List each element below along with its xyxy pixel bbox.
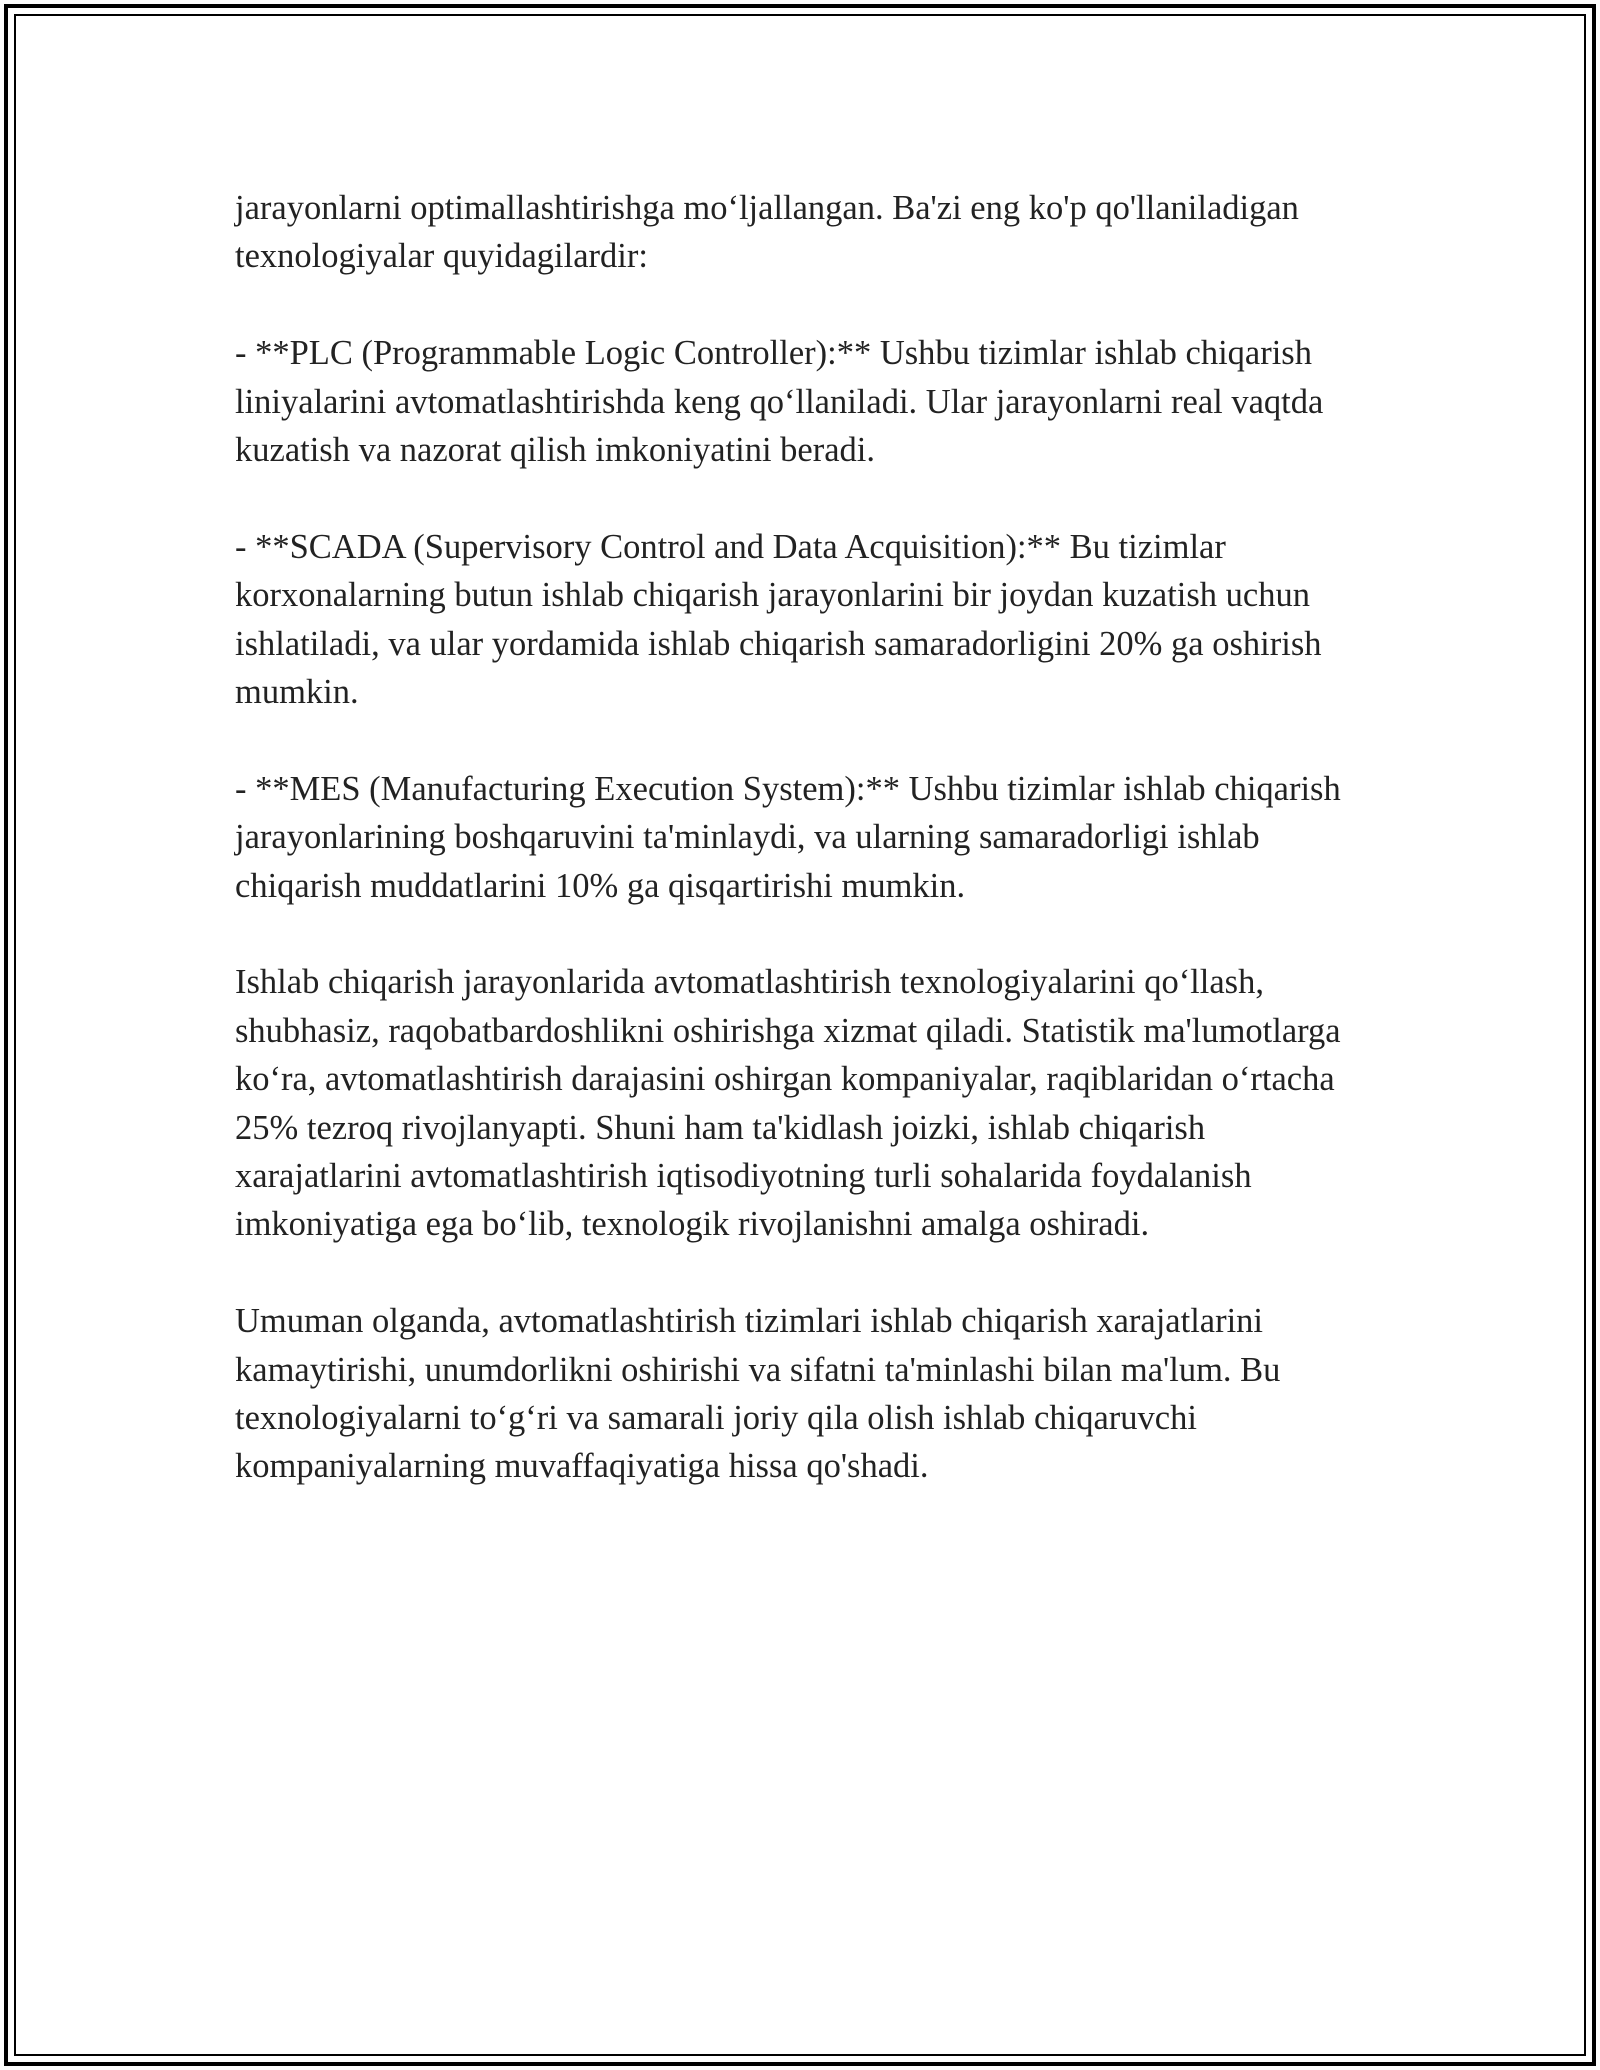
- paragraph-scada: - **SCADA (Supervisory Control and Data Acquisition):** Bu tizimlar korxonalarning butun ishlab chiqarish jarayonlarini bir joydan kuzatish uchun ishlatiladi, va ular yordamida ishlab chiqarish samaradorligini 20% ga oshirish mumkin.: [235, 527, 1322, 712]
- paragraph-competitiveness: Ishlab chiqarish jarayonlarida avtomatlashtirish texnologiyalarini qo‘llash, shubhasiz, raqobatbardoshlikni oshirishga xizmat qiladi. Statistik ma'lumotlarga ko‘ra, avtomatlashtirish darajasini oshirgan kompaniyalar, raqiblaridan o‘rtacha 25% tezroq rivojlanyapti. Shuni ham ta'kidlash joizki, ishlab chiqarish xarajatlarini avtomatlashtirish iqtisodiyotning turli sohalarida foydalanish imkoniyatiga ega bo‘lib, texnologik rivojlanishni amalga oshiradi.: [235, 963, 1341, 1244]
- paragraph-intro: jarayonlarni optimallashtirishga mo‘ljallangan. Ba'zi eng ko'p qo'llaniladigan texnologiyalar quyidagilardir:: [235, 189, 1299, 276]
- document-body: [235, 184, 1375, 1539]
- paragraph-mes: - **MES (Manufacturing Execution System):** Ushbu tizimlar ishlab chiqarish jarayonlarining boshqaruvini ta'minlaydi, va ularning samaradorligi ishlab chiqarish muddatlarini 10% ga qisqartirishi mumkin.: [235, 769, 1341, 905]
- paragraph-plc: - **PLC (Programmable Logic Controller):** Ushbu tizimlar ishlab chiqarish liniyalarini avtomatlashtirishda keng qo‘llaniladi. Ular jarayonlarni real vaqtda kuzatish va nazorat qilish imkoniyatini beradi.: [235, 334, 1324, 470]
- paragraph-conclusion: Umuman olganda, avtomatlashtirish tizimlari ishlab chiqarish xarajatlarini kamaytirishi, unumdorlikni oshirishi va sifatni ta'minlashi bilan ma'lum. Bu texnologiyalarni to‘g‘ri va samarali joriy qila olish ishlab chiqaruvchi kompaniyalarning muvaffaqiyatiga hissa qo'shadi.: [235, 1302, 1281, 1486]
